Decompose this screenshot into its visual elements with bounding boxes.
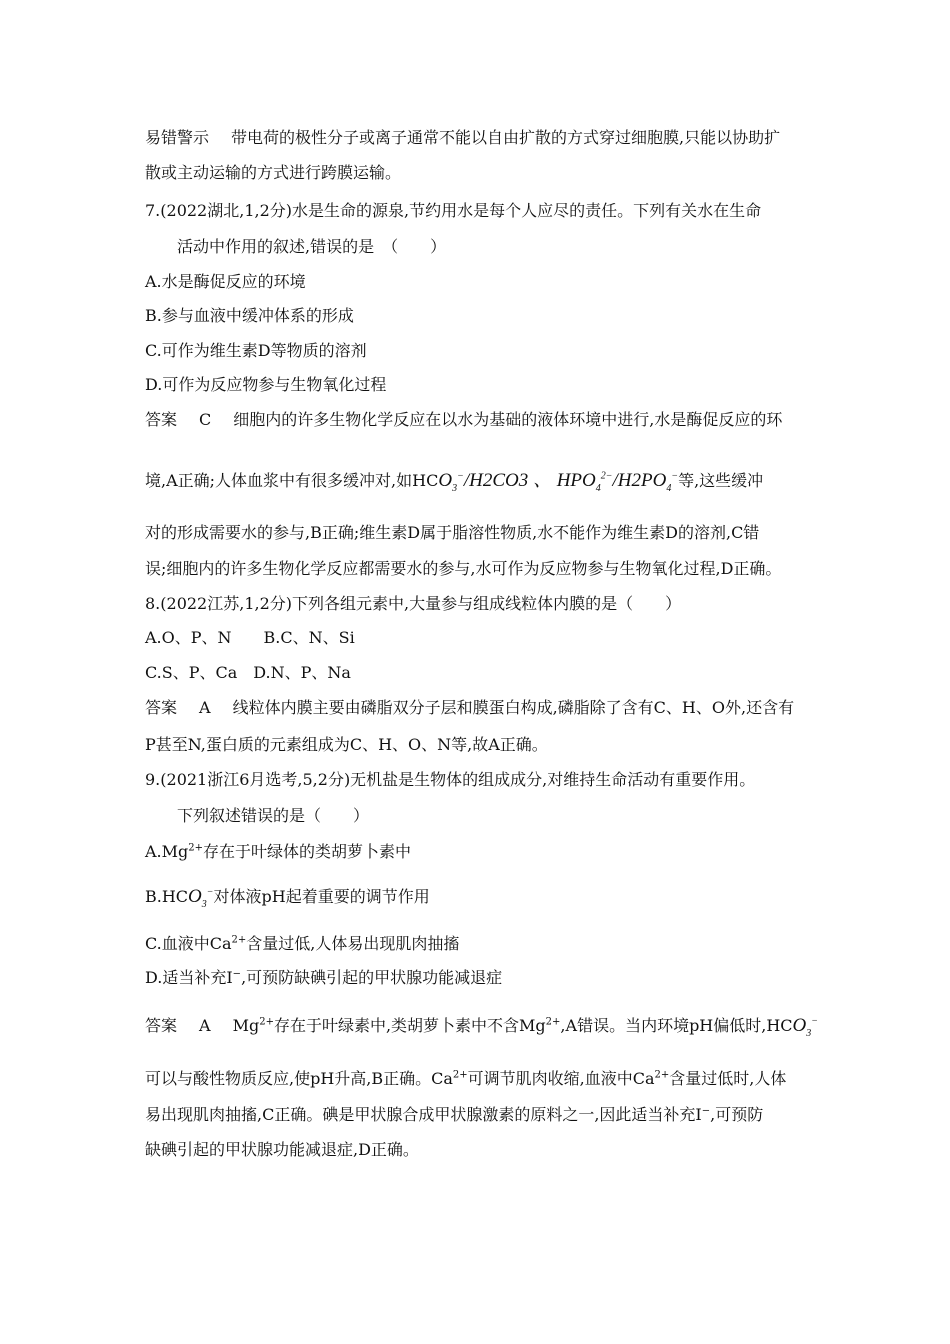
q7-option-d: D.可作为反应物参与生物氧化过程	[145, 375, 387, 394]
formula-hco3-b: $O_3^-$	[188, 886, 214, 910]
q9-answer-key: A	[199, 1016, 211, 1035]
q7-answer-text-2b: 等,这些缓冲	[678, 471, 764, 490]
q9-option-a: $A.Mg^{2+}$存在于叶绿体的类胡萝卜素中	[145, 842, 412, 861]
q8-options-row-1: A.O、P、N B.C、N、Si	[145, 628, 355, 647]
q7-option-c: C.可作为维生素D等物质的溶剂	[145, 341, 367, 360]
q9-answer-line-2: 可以与酸性物质反应,使pH升高,B正确。$Ca^{2+}$可调节肌肉收缩,血液中$Ca^{2+}$含量过低时,人体	[145, 1069, 787, 1088]
q8-answer-key: A	[199, 698, 211, 717]
q8-answer-text-1: 线粒体内膜主要由磷脂双分子层和膜蛋白构成,磷脂除了含有C、H、O外,还含有	[232, 698, 795, 717]
q7-answer-line-2	[145, 470, 763, 492]
q9-answer-label: 答案	[145, 1016, 178, 1035]
formula-hco3: $O_3^-/H2CO3$ 、 $HPO_4^{2-}/H2PO_4^-$	[438, 470, 679, 494]
q8-answer-line-1	[145, 697, 794, 719]
warning-label: 易错警示	[145, 128, 210, 147]
q7-option-a: A.水是酶促反应的环境	[145, 272, 306, 291]
q7-answer-line-4: 误;细胞内的许多生物化学反应都需要水的参与,水可作为反应物参与生物氧化过程,D正确。	[145, 559, 782, 578]
q7-answer-text-2a: 境,A正确;人体血浆中有很多缓冲对,如HC	[145, 471, 439, 490]
q7-stem-1: 7.(2022湖北,1,2分)水是生命的源泉,节约用水是每个人应尽的责任。下列有关水在生命	[145, 201, 762, 220]
q7-answer-key: C	[199, 410, 212, 429]
warning-line-1	[145, 127, 780, 149]
q9-option-b: $B.HCO_3^-$对体液pH起着重要的调节作用	[145, 886, 430, 910]
q7-option-b: B.参与血液中缓冲体系的形成	[145, 306, 354, 325]
q9-option-c: C.血液中$Ca^{2+}$含量过低,人体易出现肌肉抽搐	[145, 934, 460, 953]
q7-answer-text-1: 细胞内的许多生物化学反应在以水为基础的液体环境中进行,水是酶促反应的环	[233, 410, 783, 429]
q8-answer-label: 答案	[145, 698, 178, 717]
formula-hco3-answer: $O_3^-$	[792, 1015, 819, 1039]
q8-stem: 8.(2022江苏,1,2分)下列各组元素中,大量参与组成线粒体内膜的是（ ）	[145, 594, 682, 613]
warning-line-2: 散或主动运输的方式进行跨膜运输。	[145, 163, 402, 182]
q8-options-row-2: C.S、P、Ca D.N、P、Na	[145, 663, 351, 682]
q7-answer-line-3: 对的形成需要水的参与,B正确;维生素D属于脂溶性物质,水不能作为维生素D的溶剂,C错	[145, 523, 760, 542]
q9-answer-line-3: 易出现肌肉抽搐,C正确。碘是甲状腺合成甲状腺激素的原料之一,因此适当补充I−,可预防	[145, 1105, 764, 1124]
q9-stem-2: 下列叙述错误的是（ ）	[177, 806, 370, 825]
q9-answer-line-4: 缺碘引起的甲状腺功能减退症,D正确。	[145, 1140, 419, 1159]
q9-option-d: D.适当补充I−,可预防缺碘引起的甲状腺功能减退症	[145, 968, 503, 987]
q7-answer-label: 答案	[145, 410, 178, 429]
q7-stem-2: 活动中作用的叙述,错误的是 （ ）	[177, 237, 447, 256]
q9-stem-1: 9.(2021浙江6月选考,5,2分)无机盐是生物体的组成成分,对维持生命活动有重要作用。	[145, 770, 756, 789]
q8-answer-line-2: P甚至N,蛋白质的元素组成为C、H、O、N等,故A正确。	[145, 735, 548, 754]
warning-text-1: 带电荷的极性分子或离子通常不能以自由扩散的方式穿过细胞膜,只能以协助扩	[231, 128, 781, 147]
q9-answer-line-1: 答案 A $Mg^{2+}$存在于叶绿素中,类胡萝卜素中不含$Mg^{2+},A$错误。当内环境pH偏低时$,HCO_3^-$	[145, 1015, 819, 1039]
q7-answer-line-1	[145, 409, 782, 431]
